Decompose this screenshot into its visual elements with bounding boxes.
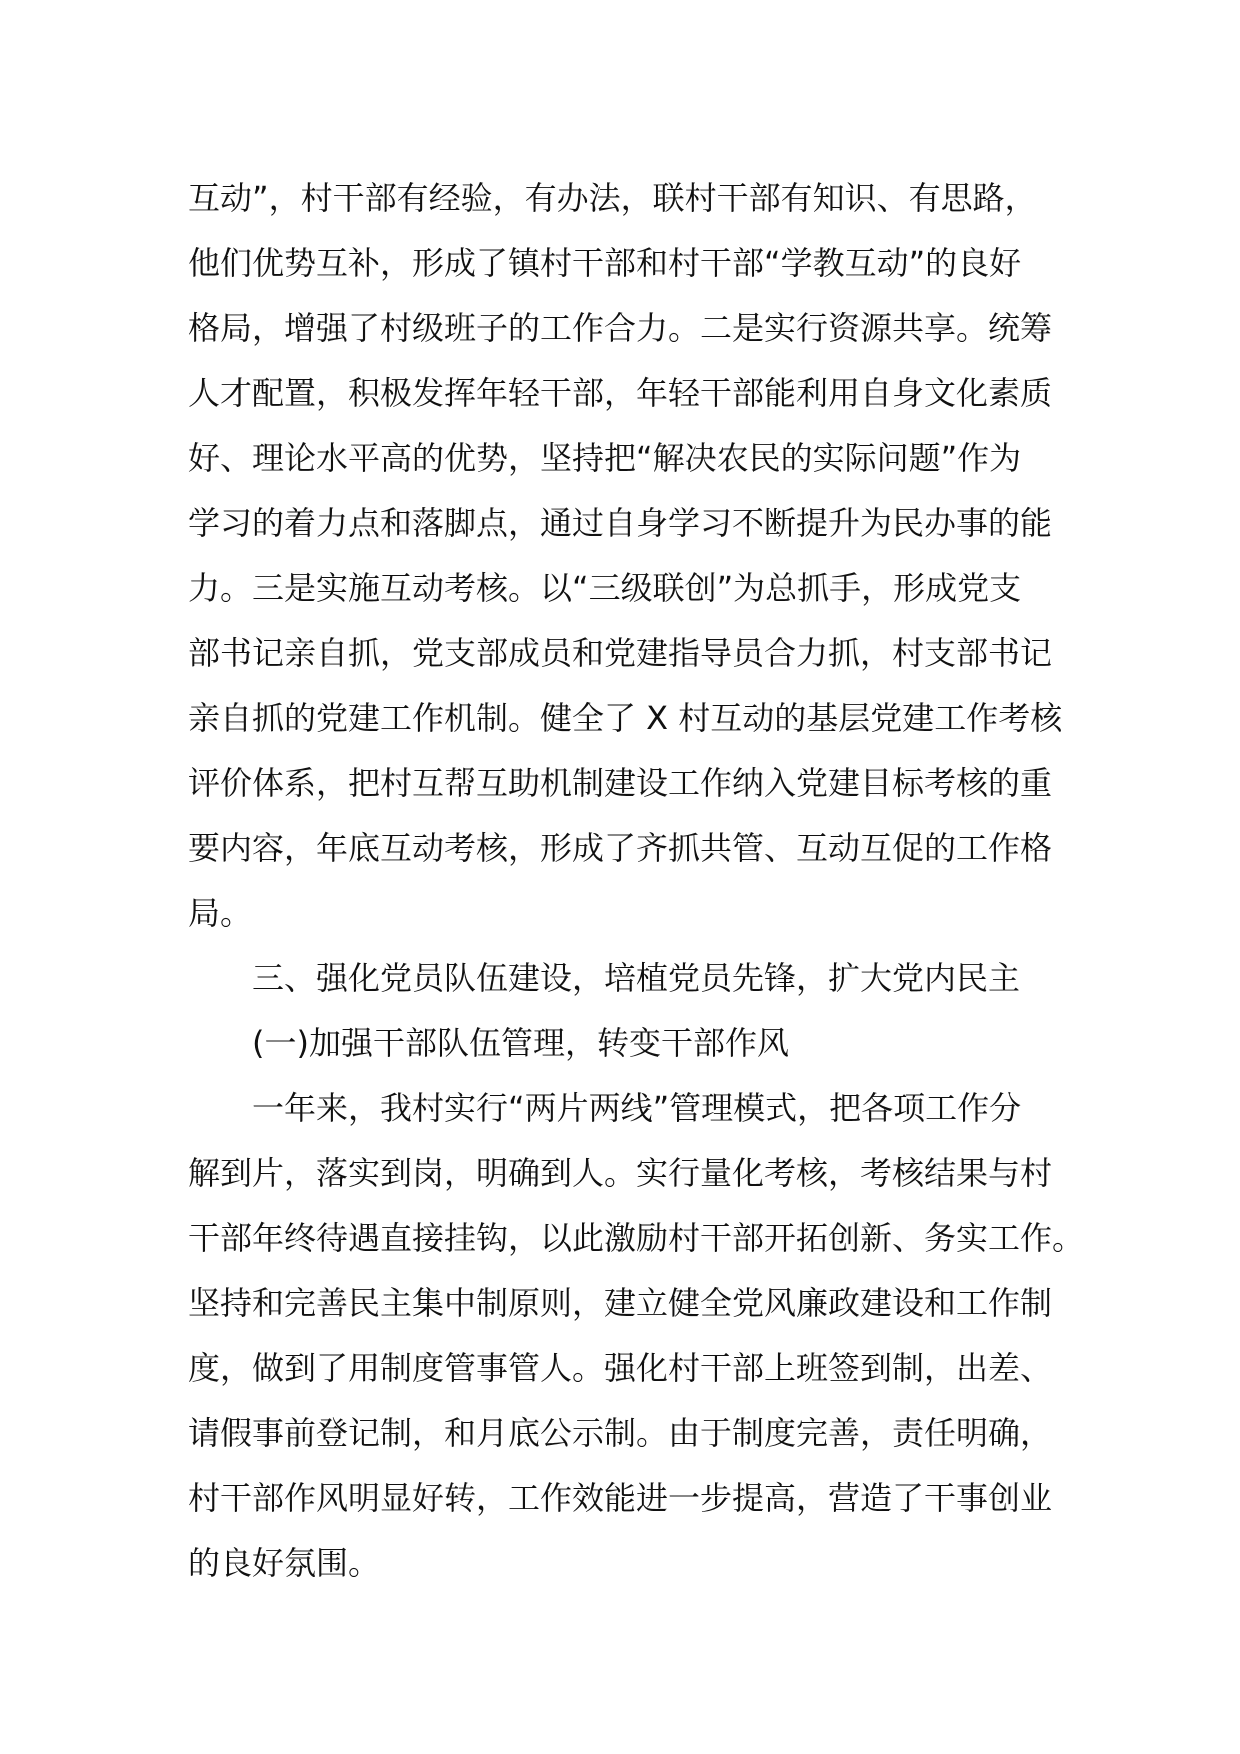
text-line: 要内容，年底互动考核，形成了齐抓共管、互动互促的工作格 — [188, 829, 1053, 867]
text-line: 力。三是实施互动考核。以“三级联创”为总抓手，形成党支 — [188, 569, 1022, 607]
text-line: 一年来，我村实行“两片两线”管理模式，把各项工作分 — [252, 1089, 1022, 1127]
text-line: 学习的着力点和落脚点，通过自身学习不断提升为民办事的能 — [188, 504, 1053, 542]
section-heading: 三、强化党员队伍建设，培植党员先锋，扩大党内民主 — [252, 959, 1021, 997]
text-line: 亲自抓的党建工作机制。健全了 X 村互动的基层党建工作考核 — [188, 699, 1063, 737]
text-line: 格局，增强了村级班子的工作合力。二是实行资源共享。统筹 — [188, 309, 1053, 347]
text-line: 人才配置，积极发挥年轻干部，年轻干部能利用自身文化素质 — [188, 374, 1053, 412]
text-line: 互动”，村干部有经验，有办法，联村干部有知识、有思路， — [188, 179, 1037, 217]
text-line: 请假事前登记制，和月底公示制。由于制度完善，责任明确， — [188, 1414, 1053, 1452]
text-line: 好、理论水平高的优势，坚持把“解决农民的实际问题”作为 — [188, 439, 1022, 477]
text-line: 局。 — [188, 894, 253, 932]
text-line: 部书记亲自抓，党支部成员和党建指导员合力抓，村支部书记 — [188, 634, 1053, 672]
subsection-heading: (一)加强干部队伍管理，转变干部作风 — [252, 1024, 789, 1062]
document-body — [188, 166, 1088, 1596]
text-line: 评价体系，把村互帮互助机制建设工作纳入党建目标考核的重 — [188, 764, 1053, 802]
text-line: 解到片，落实到岗，明确到人。实行量化考核，考核结果与村 — [188, 1154, 1053, 1192]
text-line: 度，做到了用制度管事管人。强化村干部上班签到制，出差、 — [188, 1349, 1053, 1387]
text-line: 干部年终待遇直接挂钩，以此激励村干部开拓创新、务实工作。 — [188, 1219, 1085, 1257]
text-line: 坚持和完善民主集中制原则，建立健全党风廉政建设和工作制 — [188, 1284, 1053, 1322]
text-line: 的良好氛围。 — [188, 1544, 381, 1582]
text-line: 村干部作风明显好转，工作效能进一步提高，营造了干事创业 — [188, 1479, 1053, 1517]
text-line: 他们优势互补，形成了镇村干部和村干部“学教互动”的良好 — [188, 244, 1022, 282]
